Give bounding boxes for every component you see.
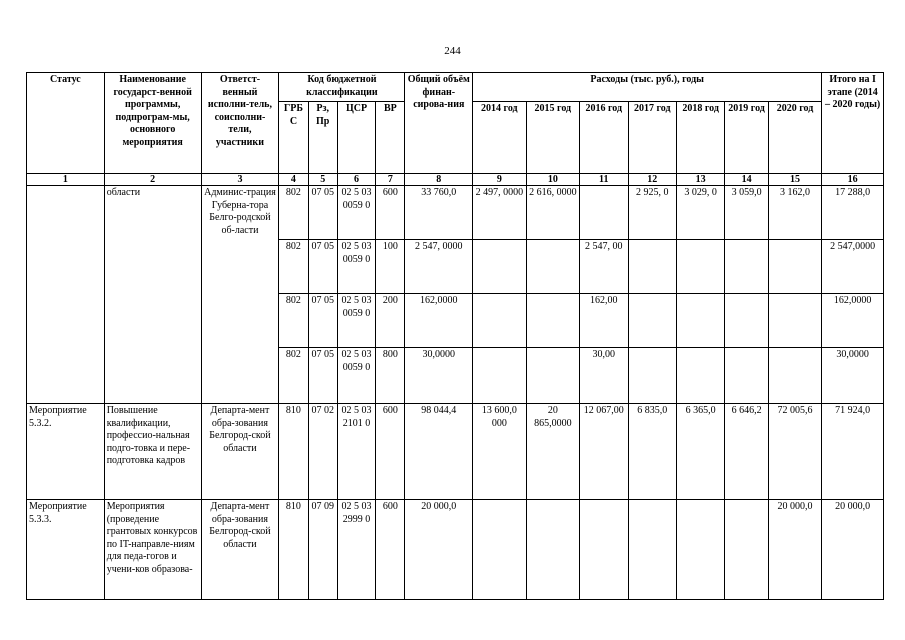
table-row — [27, 404, 884, 500]
cell-csr: 02 5 03 0059 0 — [337, 294, 375, 348]
cell-total: 98 044,4 — [405, 404, 473, 500]
header-year: 2019 год — [725, 102, 768, 174]
header-stage-total: Итого на I этапе (2014 – 2020 годы) — [822, 73, 884, 174]
cell-2016: 162,00 — [580, 294, 628, 348]
column-number: 10 — [526, 174, 579, 186]
cell-status — [27, 186, 105, 404]
cell-vr: 600 — [376, 500, 405, 600]
cell-responsible: Департа-мент обра-зования Белгород-ской области — [201, 500, 279, 600]
column-number-row — [27, 174, 884, 186]
cell-2020: 20 000,0 — [768, 500, 822, 600]
cell-rzpr: 07 09 — [308, 500, 337, 600]
cell-rzpr: 07 05 — [308, 294, 337, 348]
header-year: 2017 год — [628, 102, 676, 174]
cell-rzpr: 07 05 — [308, 348, 337, 404]
cell-2014: 2 497, 0000 — [473, 186, 526, 240]
cell-csr: 02 5 03 0059 0 — [337, 240, 375, 294]
column-number: 8 — [405, 174, 473, 186]
table-row — [27, 186, 884, 240]
cell-2016: 2 547, 00 — [580, 240, 628, 294]
cell-stage-total: 17 288,0 — [822, 186, 884, 240]
cell-2014: 13 600,0 000 — [473, 404, 526, 500]
cell-rzpr: 07 02 — [308, 404, 337, 500]
cell-grbs: 802 — [279, 294, 308, 348]
cell-2016 — [580, 500, 628, 600]
cell-rzpr: 07 05 — [308, 240, 337, 294]
cell-csr: 02 5 03 0059 0 — [337, 348, 375, 404]
cell-csr: 02 5 03 0059 0 — [337, 186, 375, 240]
cell-vr: 100 — [376, 240, 405, 294]
cell-2019 — [725, 240, 768, 294]
cell-responsible: Админис-трация Губерна-тора Белго-родской об-ласти — [201, 186, 279, 404]
cell-2015 — [526, 240, 579, 294]
cell-vr: 600 — [376, 186, 405, 240]
cell-grbs: 802 — [279, 240, 308, 294]
header-expenses: Расходы (тыс. руб.), годы — [473, 73, 822, 102]
cell-grbs: 810 — [279, 500, 308, 600]
cell-2020: 72 005,6 — [768, 404, 822, 500]
header-rzpr: Рз, Пр — [308, 102, 337, 174]
header-budget-code: Код бюджетной классификации — [279, 73, 405, 102]
cell-vr: 800 — [376, 348, 405, 404]
cell-program: Мероприятия (проведение грантовых конкурсов по IT-направле-ниям для педа-гогов и учени-ков образова- — [104, 500, 201, 600]
column-number: 14 — [725, 174, 768, 186]
cell-2017 — [628, 294, 676, 348]
cell-status: Мероприятие 5.3.2. — [27, 404, 105, 500]
cell-2015: 20 865,0000 — [526, 404, 579, 500]
cell-stage-total: 162,0000 — [822, 294, 884, 348]
header-vr: ВР — [376, 102, 405, 174]
cell-2019 — [725, 348, 768, 404]
cell-2017 — [628, 348, 676, 404]
cell-2019 — [725, 500, 768, 600]
cell-stage-total: 20 000,0 — [822, 500, 884, 600]
cell-2019 — [725, 294, 768, 348]
cell-csr: 02 5 03 2101 0 — [337, 404, 375, 500]
column-number: 11 — [580, 174, 628, 186]
cell-responsible: Департа-мент обра-зования Белгород-ской области — [201, 404, 279, 500]
cell-rzpr: 07 05 — [308, 186, 337, 240]
cell-program: Повышение квалификации, профессио-нальная подго-товка и пере-подготовка кадров — [104, 404, 201, 500]
column-number: 3 — [201, 174, 279, 186]
header-year: 2016 год — [580, 102, 628, 174]
cell-2017 — [628, 240, 676, 294]
column-number: 5 — [308, 174, 337, 186]
header-responsible: Ответст-венный исполни-тель, соисполни-тели, участники — [201, 73, 279, 174]
cell-2014 — [473, 500, 526, 600]
cell-2015: 2 616, 0000 — [526, 186, 579, 240]
budget-table — [26, 72, 884, 600]
column-number: 4 — [279, 174, 308, 186]
column-number: 6 — [337, 174, 375, 186]
cell-2020 — [768, 294, 822, 348]
cell-2018 — [676, 500, 724, 600]
header-year: 2015 год — [526, 102, 579, 174]
column-number: 12 — [628, 174, 676, 186]
cell-2018 — [676, 240, 724, 294]
cell-total: 2 547, 0000 — [405, 240, 473, 294]
cell-2018: 6 365,0 — [676, 404, 724, 500]
cell-2014 — [473, 240, 526, 294]
cell-vr: 600 — [376, 404, 405, 500]
cell-2014 — [473, 348, 526, 404]
column-number: 1 — [27, 174, 105, 186]
cell-2014 — [473, 294, 526, 348]
column-number: 16 — [822, 174, 884, 186]
page-number: 244 — [444, 45, 461, 57]
table-row — [27, 500, 884, 600]
header-status: Статус — [27, 73, 105, 174]
cell-csr: 02 5 03 2999 0 — [337, 500, 375, 600]
cell-total: 162,0000 — [405, 294, 473, 348]
cell-2017: 6 835,0 — [628, 404, 676, 500]
cell-stage-total: 30,0000 — [822, 348, 884, 404]
cell-2016: 30,00 — [580, 348, 628, 404]
header-year: 2014 год — [473, 102, 526, 174]
header-csr: ЦСР — [337, 102, 375, 174]
column-number: 13 — [676, 174, 724, 186]
cell-stage-total: 2 547,0000 — [822, 240, 884, 294]
cell-status: Мероприятие 5.3.3. — [27, 500, 105, 600]
cell-2020 — [768, 348, 822, 404]
cell-2019: 6 646,2 — [725, 404, 768, 500]
cell-grbs: 810 — [279, 404, 308, 500]
cell-grbs: 802 — [279, 186, 308, 240]
cell-vr: 200 — [376, 294, 405, 348]
cell-2018: 3 029, 0 — [676, 186, 724, 240]
cell-2019: 3 059,0 — [725, 186, 768, 240]
cell-total: 33 760,0 — [405, 186, 473, 240]
cell-grbs: 802 — [279, 348, 308, 404]
cell-2018 — [676, 294, 724, 348]
column-number: 7 — [376, 174, 405, 186]
cell-2015 — [526, 500, 579, 600]
header-total: Общий объём финан-сирова-ния — [405, 73, 473, 174]
column-number: 15 — [768, 174, 822, 186]
cell-2020 — [768, 240, 822, 294]
cell-2017: 2 925, 0 — [628, 186, 676, 240]
cell-total: 30,0000 — [405, 348, 473, 404]
header-program: Наименование государст-венной программы, подпрограм-мы, основного мероприятия — [104, 73, 201, 174]
cell-2015 — [526, 348, 579, 404]
header-year: 2020 год — [768, 102, 822, 174]
cell-2016 — [580, 186, 628, 240]
header-year: 2018 год — [676, 102, 724, 174]
cell-program: области — [104, 186, 201, 404]
column-number: 2 — [104, 174, 201, 186]
cell-2017 — [628, 500, 676, 600]
cell-2015 — [526, 294, 579, 348]
cell-total: 20 000,0 — [405, 500, 473, 600]
header-grbs: ГРБ С — [279, 102, 308, 174]
cell-2018 — [676, 348, 724, 404]
header-row-1 — [27, 73, 884, 102]
cell-stage-total: 71 924,0 — [822, 404, 884, 500]
cell-2016: 12 067,00 — [580, 404, 628, 500]
cell-2020: 3 162,0 — [768, 186, 822, 240]
column-number: 9 — [473, 174, 526, 186]
